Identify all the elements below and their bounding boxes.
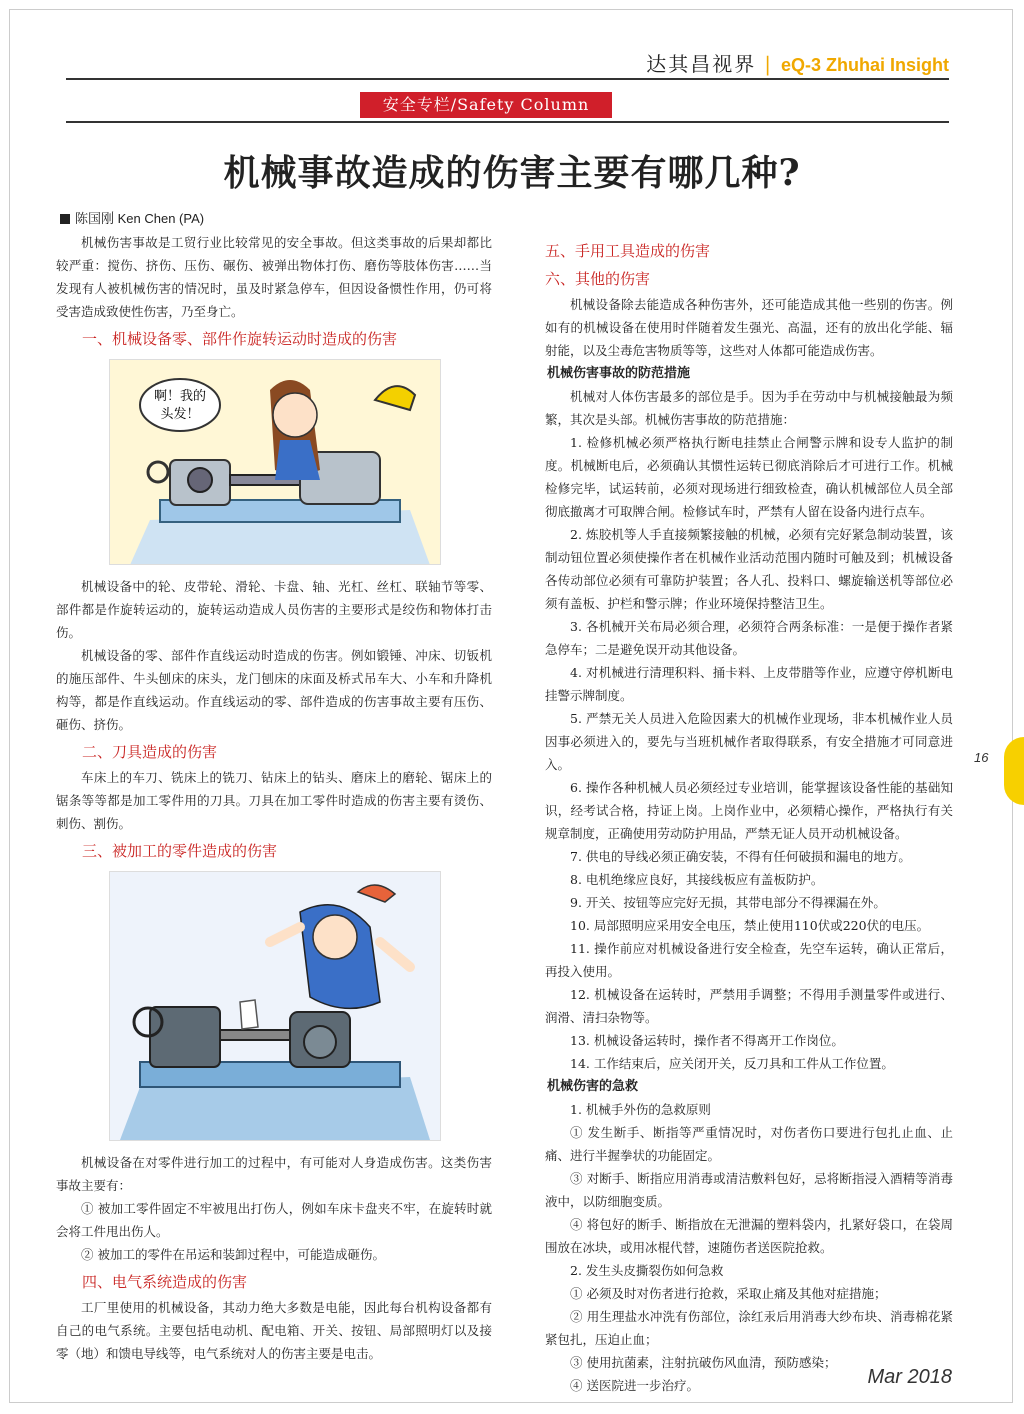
section-4-heading: 四、电气系统造成的伤害 [82,1273,248,1291]
bullet-square-icon [60,214,70,224]
prevention-item: 11. 操作前应对机械设备进行安全检查，先空车运转，确认正常后，再投入使用。 [545,941,953,979]
page-number: 16 [974,750,989,765]
prevention-item: 10. 局部照明应采用安全电压，禁止使用110伏或220伏的电压。 [570,918,930,933]
section-3-paragraph-3: ② 被加工的零件在吊运和装卸过程中，可能造成砸伤。 [81,1247,385,1262]
hair-caught-illustration [109,359,441,565]
right-column [545,235,953,1397]
page-tab-marker [1004,737,1024,805]
section-6-paragraph: 机械设备除去能造成各种伤害外，还可能造成其他一些别的伤害。例如有的机械设备在使用时伴随着发生强光、高温，还有的放出化学能、辐射能，以及尘毒危害物质等等，这些对人体都可能造成伤害。 [545,297,953,358]
prevention-item: 6. 操作各种机械人员必须经过专业培训，能掌握该设备性能的基础知识，经考试合格，持证上岗。上岗作业中，必须精心操作，严格执行有关规章制度，正确使用劳动防护用品，严禁无证人员开动机械设备。 [545,780,953,841]
prevention-item: 7. 供电的导线必须正确安装，不得有任何破损和漏电的地方。 [570,849,911,864]
section-4-paragraph: 工厂里使用的机械设备，其动力绝大多数是电能，因此每台机构设备都有自己的电气系统。主要包括电动机、配电箱、开关、按钮、局部照明灯以及接零（地）和馈电导线等，电气系统对人的伤害主要是电击。 [56,1300,492,1361]
first-aid-heading: 机械伤害的急救 [547,1079,639,1094]
issue-date: Mar 2018 [867,1366,952,1388]
flying-workpiece-illustration [109,871,441,1141]
first-aid-item: 1. 机械手外伤的急救原则 [570,1102,711,1117]
prevention-item: 12. 机械设备在运转时，严禁用手调整；不得用手测量零件或进行、润滑、清扫杂物等。 [545,987,953,1025]
speech-bubble-text: 啊！我的 [153,389,207,404]
first-aid-item: ① 发生断手、断指等严重情况时，对伤者伤口要进行包扎止血、止痛、进行半握拳状的功能固定。 [545,1125,953,1163]
first-aid-item: ④ 将包好的断手、断指放在无泄漏的塑料袋内，扎紧好袋口，在袋周围放在冰块，或用冰棍代替，速随伤者送医院抢救。 [545,1217,953,1255]
header-rule-bottom [66,121,949,123]
prevention-item: 9. 开关、按钮等应完好无损，其带电部分不得裸漏在外。 [570,895,886,910]
prevention-item: 8. 电机绝缘应良好，其接线板应有盖板防护。 [570,872,824,887]
prevention-item: 13. 机械设备运转时，操作者不得离开工作岗位。 [570,1033,844,1048]
prevention-item: 14. 工作结束后，应关闭开关，反刀具和工件从工作位置。 [570,1056,894,1071]
section-3-heading: 三、被加工的零件造成的伤害 [82,842,278,860]
prevention-item: 2. 炼胶机等人手直接频繁接触的机械，必须有完好紧急制动装置，该制动钮位置必须使操作者在机械作业活动范围内随时可触及到；机械设备各传动部位必须有可靠防护装置；各人孔、投料口、螺旋输送机等部位必须有盖板、护栏和警示牌；作业环境保持整洁卫生。 [545,527,953,611]
first-aid-item: ③ 对断手、断指应用消毒或清洁敷料包好，忌将断指浸入酒精等消毒液中，以防细胞变质。 [545,1171,953,1209]
prevention-item: 3. 各机械开关布局必须合理，必须符合两条标准：一是便于操作者紧急停车；二是避免误开动其他设备。 [545,619,953,657]
section-3-paragraph-1: 机械设备在对零件进行加工的过程中，有可能对人身造成伤害。这类伤害事故主要有： [56,1155,492,1193]
section-1-paragraph-1: 机械设备中的轮、皮带轮、滑轮、卡盘、轴、光杠、丝杠、联轴节等零、部件都是作旋转运动的，旋转运动造成人员伤害的主要形式是绞伤和物体打击伤。 [56,579,492,640]
first-aid-item: 2. 发生头皮撕裂伤如何急救 [570,1263,724,1278]
section-1-paragraph-2: 机械设备的零、部件作直线运动时造成的伤害。例如锻锤、冲床、切钣机的施压部件、牛头刨床的床头，龙门刨床的床面及桥式吊车大、小车和升降机构等，都是作直线运动。作直线运动的零、部件造成的伤害事故主要有压伤、砸伤、挤伤。 [56,648,492,732]
section-5-heading: 五、手用工具造成的伤害 [545,242,711,260]
header-rule-top [66,78,949,80]
masthead-chinese: 达其昌视界 [646,52,757,76]
left-column [56,231,492,1365]
masthead-english: eQ-3 Zhuhai Insight [780,55,949,75]
magazine-masthead [646,48,949,77]
first-aid-item: ④ 送医院进一步治疗。 [570,1378,699,1393]
section-2-paragraph: 车床上的车刀、铣床上的铣刀、钻床上的钻头、磨床上的磨轮、锯床上的锯条等等都是加工零件用的刀具。刀具在加工零件时造成的伤害主要有烫伤、刺伤、割伤。 [56,770,492,831]
first-aid-item: ② 用生理盐水冲洗有伤部位，涂红汞后用消毒大纱布块、消毒棉花紧紧包扎，压迫止血； [545,1309,953,1347]
masthead-separator: | [764,52,773,76]
section-1-heading: 一、机械设备零、部件作旋转运动时造成的伤害 [82,330,398,348]
section-2-heading: 二、刀具造成的伤害 [82,743,218,761]
svg-text:头发！: 头发！ [160,407,200,422]
prevention-heading: 机械伤害事故的防范措施 [547,366,691,381]
prevention-item: 1. 检修机械必须严格执行断电挂禁止合闸警示牌和设专人监护的制度。机械断电后，必须确认其惯性运转已彻底消除后才可进行工作。机械检修完毕，试运转前，必须对现场进行细致检查，确认机械部位人员全部彻底撤离才可取牌合闸。检修试车时，严禁有人留在设备内进行点车。 [545,435,953,519]
intro-paragraph: 机械伤害事故是工贸行业比较常见的安全事故。但这类事故的后果却都比较严重：搅伤、挤伤、压伤、碾伤、被弹出物体打伤、磨伤等肢体伤害……当发现有人被机械伤害的情况时，虽及时紧急停车，但因设备惯性作用，仍可将受害造成致使性伤害，乃至身亡。 [56,235,492,319]
first-aid-item: ① 必须及时对伤者进行抢救，采取止痛及其他对症措施； [570,1286,887,1301]
author-line [60,208,204,227]
prevention-intro: 机械对人体伤害最多的部位是手。因为手在劳动中与机械接触最为频繁，其次是头部。机械伤害事故的防范措施： [545,389,953,427]
prevention-item: 5. 严禁无关人员进入危险因素大的机械作业现场，非本机械作业人员因事必须进入的，要先与当班机械作者取得联系，有安全措施才可同意进入。 [545,711,953,772]
section-6-heading: 六、其他的伤害 [545,270,651,288]
section-3-paragraph-2: ① 被加工零件固定不牢被甩出打伤人，例如车床卡盘夹不牢，在旋转时就会将工件甩出伤人。 [56,1201,492,1239]
prevention-item: 4. 对机械进行清理积料、捅卡料、上皮带腊等作业，应遵守停机断电挂警示牌制度。 [545,665,953,703]
column-label: 安全专栏/Safety Column [360,92,612,118]
first-aid-item: ③ 使用抗菌素，注射抗破伤风血清，预防感染； [570,1355,837,1370]
author-name: 陈国刚 Ken Chen (PA) [75,211,205,226]
article-title: 机械事故造成的伤害主要有哪几种? [223,152,801,194]
